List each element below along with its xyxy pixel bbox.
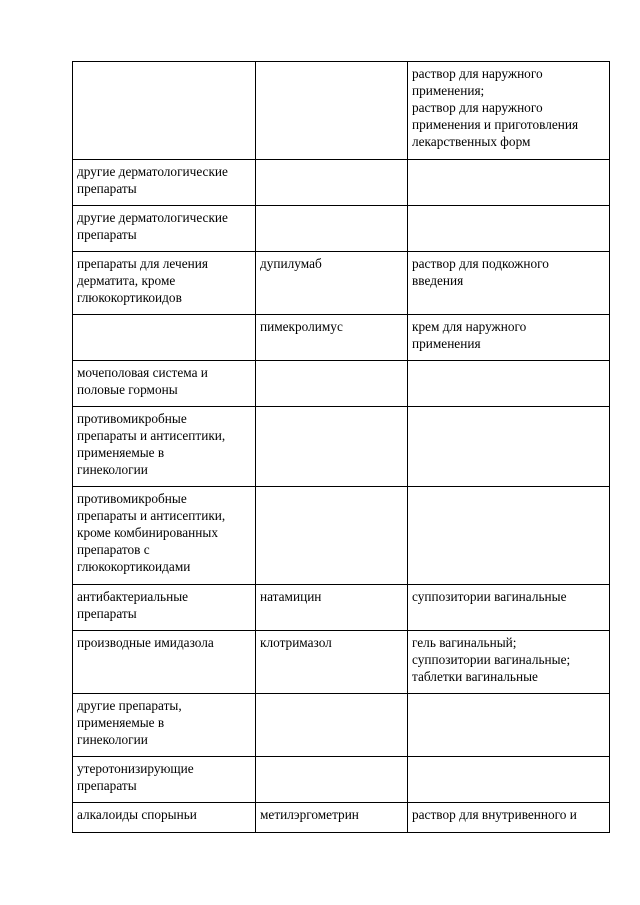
substance-cell: клотримазол xyxy=(256,631,408,694)
group-cell: производные имидазола xyxy=(73,631,256,694)
group-cell: противомикробные препараты и антисептики, кроме комбинированных препаратов с глюкокортикоидами xyxy=(73,487,256,585)
substance-cell xyxy=(256,62,408,160)
form-cell xyxy=(408,407,610,487)
group-cell: противомикробные препараты и антисептики, применяемые в гинекологии xyxy=(73,407,256,487)
form-cell xyxy=(408,361,610,407)
group-cell: утеротонизирующие препараты xyxy=(73,757,256,803)
form-cell: раствор для подкожного введения xyxy=(408,252,610,315)
form-cell xyxy=(408,487,610,585)
table-row xyxy=(73,487,610,585)
table-row xyxy=(73,315,610,361)
substance-cell xyxy=(256,694,408,757)
table-row xyxy=(73,803,610,833)
group-cell: другие дерматологические препараты xyxy=(73,206,256,252)
form-cell xyxy=(408,160,610,206)
group-cell: антибактериальные препараты xyxy=(73,585,256,631)
table-row xyxy=(73,631,610,694)
group-cell xyxy=(73,315,256,361)
drug-list-table xyxy=(72,61,610,833)
group-cell: мочеполовая система и половые гормоны xyxy=(73,361,256,407)
substance-cell xyxy=(256,206,408,252)
substance-cell: пимекролимус xyxy=(256,315,408,361)
group-cell: другие препараты, применяемые в гинекологии xyxy=(73,694,256,757)
form-cell: гель вагинальный; суппозитории вагинальные; таблетки вагинальные xyxy=(408,631,610,694)
form-cell: раствор для наружного применения; раствор для наружного применения и приготовления лекарственных форм xyxy=(408,62,610,160)
substance-cell xyxy=(256,407,408,487)
table-row xyxy=(73,252,610,315)
substance-cell: натамицин xyxy=(256,585,408,631)
substance-cell: дупилумаб xyxy=(256,252,408,315)
form-cell xyxy=(408,757,610,803)
substance-cell xyxy=(256,487,408,585)
table-row xyxy=(73,694,610,757)
table-row xyxy=(73,62,610,160)
substance-cell xyxy=(256,757,408,803)
form-cell: раствор для внутривенного и xyxy=(408,803,610,833)
substance-cell: метилэргометрин xyxy=(256,803,408,833)
table-row xyxy=(73,585,610,631)
substance-cell xyxy=(256,160,408,206)
table-row xyxy=(73,407,610,487)
table-row xyxy=(73,160,610,206)
table-row xyxy=(73,361,610,407)
substance-cell xyxy=(256,361,408,407)
form-cell: суппозитории вагинальные xyxy=(408,585,610,631)
group-cell: другие дерматологические препараты xyxy=(73,160,256,206)
group-cell: препараты для лечения дерматита, кроме глюкокортикоидов xyxy=(73,252,256,315)
form-cell: крем для наружного применения xyxy=(408,315,610,361)
group-cell: алкалоиды спорыньи xyxy=(73,803,256,833)
form-cell xyxy=(408,694,610,757)
group-cell xyxy=(73,62,256,160)
form-cell xyxy=(408,206,610,252)
table-row xyxy=(73,757,610,803)
table-row xyxy=(73,206,610,252)
